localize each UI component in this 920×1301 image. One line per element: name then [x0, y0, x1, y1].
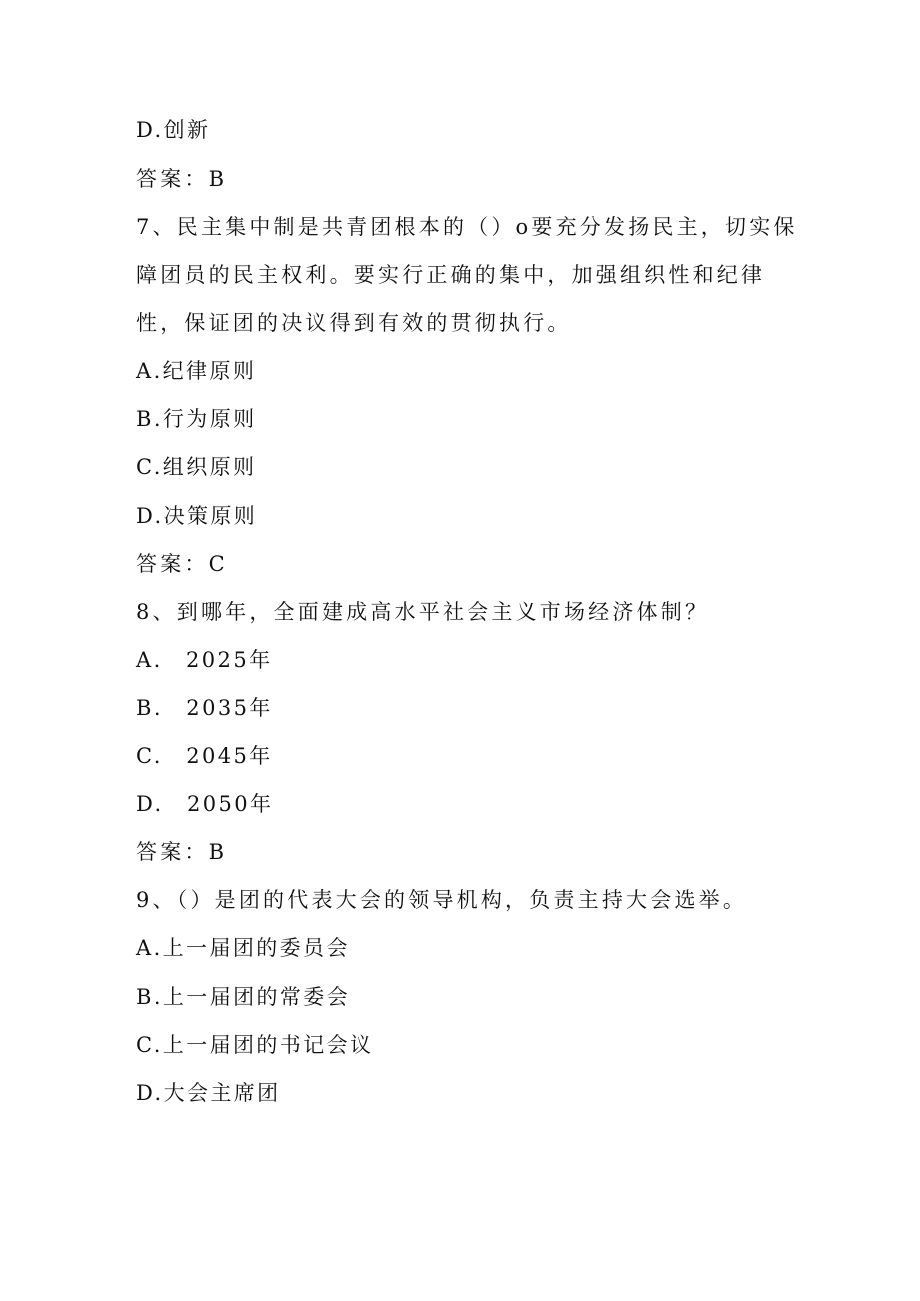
q9-option-d: D.大会主席团	[136, 1081, 281, 1105]
q6-answer: 答案：B	[136, 167, 228, 191]
q8-option-d: D. 2050年	[136, 792, 274, 816]
q7-option-b: B.行为原则	[136, 407, 257, 431]
q6-option-d: D.创新	[136, 118, 211, 142]
q7-stem-line-3: 性，保证团的决议得到有效的贯彻执行。	[136, 311, 572, 335]
q8-answer: 答案：B	[136, 840, 228, 864]
q7-stem-line-1: 7、民主集中制是共青团根本的（）o要充分发扬民主，切实保	[136, 215, 798, 239]
q8-option-c: C. 2045年	[136, 744, 273, 768]
q7-option-c: C.组织原则	[136, 455, 257, 479]
q9-stem: 9、（）是团的代表大会的领导机构，负责主持大会选举。	[136, 888, 748, 912]
q7-option-d: D.决策原则	[136, 504, 258, 528]
q9-option-c: C.上一届团的书记会议	[136, 1033, 374, 1057]
q7-answer: 答案：C	[136, 552, 228, 576]
q8-option-b: B. 2035年	[136, 696, 273, 720]
q9-option-a: A.上一届团的委员会	[136, 936, 350, 960]
q8-option-a: A. 2025年	[136, 648, 273, 672]
q7-option-a: A.纪律原则	[136, 359, 257, 383]
q9-option-b: B.上一届团的常委会	[136, 985, 351, 1009]
q7-stem-line-2: 障团员的民主权利。要实行正确的集中，加强组织性和纪律	[136, 263, 766, 287]
q8-stem: 8、到哪年，全面建成高水平社会主义市场经济体制？	[136, 600, 710, 624]
